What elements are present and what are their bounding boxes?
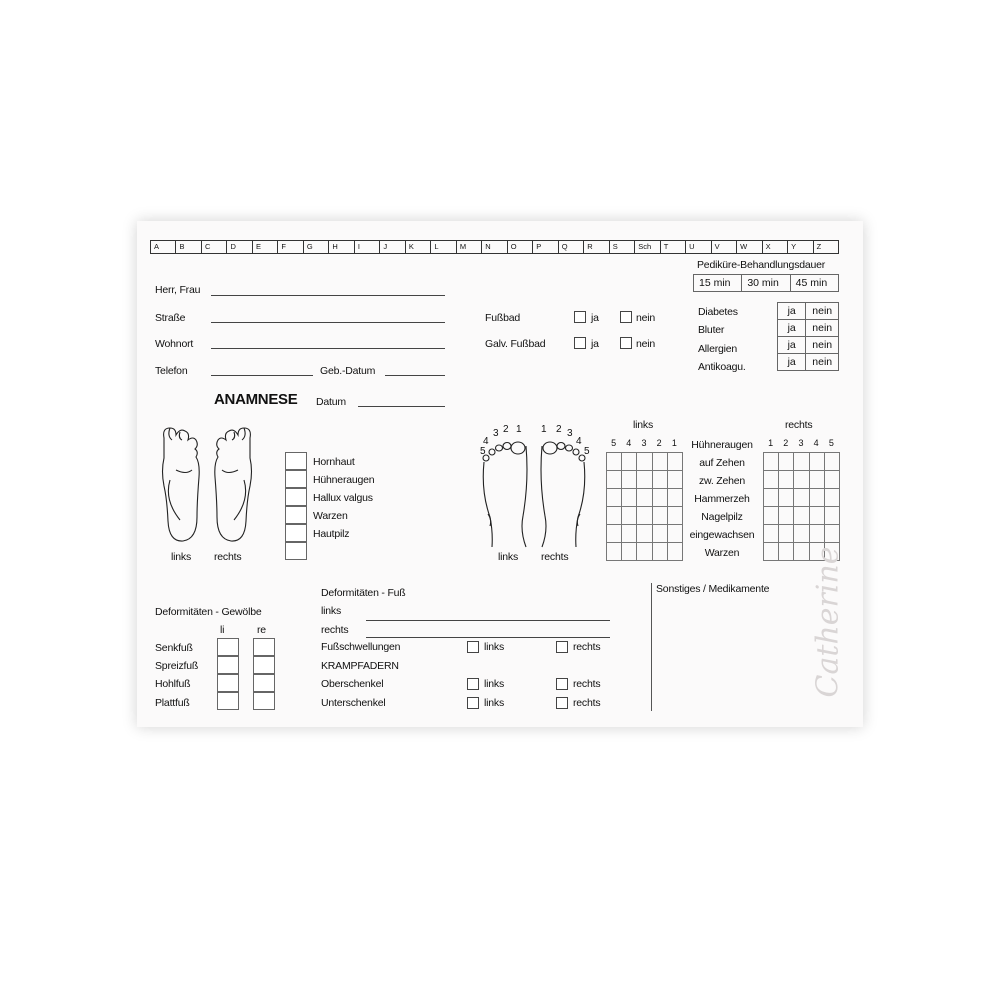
alphabet-letter[interactable]: Q (559, 241, 584, 253)
galv-ja-checkbox[interactable] (574, 337, 586, 349)
anamnese-heading: ANAMNESE (214, 391, 298, 408)
spreizfuss-li-box[interactable] (217, 656, 239, 674)
spreizfuss-re-box[interactable] (253, 656, 275, 674)
toe-num-left-3: 3 (493, 428, 499, 439)
alphabet-letter[interactable]: K (406, 241, 431, 253)
ober-rechts-label: rechts (573, 678, 601, 690)
swelling-rechts-label: rechts (573, 641, 601, 653)
toe-grid-cell[interactable] (607, 525, 622, 543)
toe-grid-cell[interactable] (779, 525, 794, 543)
toe-grid-cell[interactable] (653, 507, 668, 525)
toe-num-right-1: 1 (541, 424, 547, 435)
toe-num-right-4: 4 (576, 436, 582, 447)
toe-grid-cell[interactable] (637, 507, 652, 525)
alphabet-letter[interactable]: W (737, 241, 762, 253)
label-diabetes: Diabetes (698, 306, 738, 318)
left-col-4: 4 (626, 438, 632, 448)
label-plattfuss: Plattfuß (155, 697, 190, 709)
alphabet-index (150, 240, 839, 254)
diabetes-nein[interactable]: nein (806, 303, 839, 320)
label-grid-eingewachsen: eingewachsen (689, 529, 755, 541)
alphabet-letter[interactable]: E (253, 241, 278, 253)
label-grid-auf-zehen: auf Zehen (699, 457, 745, 469)
toe-grid-cell[interactable] (637, 489, 652, 507)
toe-num-left-4: 4 (483, 436, 489, 447)
toe-grid-cell[interactable] (825, 471, 840, 489)
field-geb-datum[interactable] (385, 375, 445, 376)
label-fussbad-ja: ja (591, 312, 599, 324)
toe-num-left-2: 2 (503, 424, 509, 435)
misc-divider (651, 583, 652, 711)
toe-grid-cell[interactable] (794, 471, 809, 489)
alphabet-letter[interactable]: D (227, 241, 252, 253)
label-senkfuss: Senkfuß (155, 642, 193, 654)
alphabet-letter[interactable]: Y (788, 241, 813, 253)
allergien-ja[interactable]: ja (778, 337, 806, 354)
left-col-5: 5 (611, 438, 617, 448)
alphabet-letter[interactable]: H (329, 241, 354, 253)
alphabet-letter[interactable]: R (584, 241, 609, 253)
label-telefon: Telefon (155, 365, 188, 377)
unter-rechts-label: rechts (573, 697, 601, 709)
toe-grid-cell[interactable] (607, 543, 622, 561)
toe-grid-cell[interactable] (825, 507, 840, 525)
arch-col-li: li (220, 624, 225, 636)
duration-15[interactable]: 15 min (694, 275, 742, 292)
alphabet-letter[interactable]: S (610, 241, 635, 253)
toe-grid-cell[interactable] (794, 453, 809, 471)
sole-label-rechts: rechts (214, 551, 242, 563)
duration-title: Pediküre-Behandlungsdauer (697, 259, 826, 271)
toe-grid-cell[interactable] (794, 543, 809, 561)
label-grid-zw-zehen: zw. Zehen (698, 475, 746, 487)
plattfuss-re-box[interactable] (253, 692, 275, 710)
alphabet-letter[interactable]: U (686, 241, 711, 253)
label-allergien: Allergien (698, 343, 738, 355)
toe-grid-cell[interactable] (653, 525, 668, 543)
label-unterschenkel: Unterschenkel (321, 697, 386, 709)
foot-soles-icon (150, 420, 265, 550)
duration-45[interactable]: 45 min (790, 275, 838, 292)
label-spreizfuss: Spreizfuß (155, 660, 199, 672)
label-fussschwellungen: Fußschwellungen (321, 641, 401, 653)
label-galv-nein: nein (636, 338, 656, 350)
label-hautpilz: Hautpilz (313, 528, 350, 540)
toe-grid-cell[interactable] (607, 489, 622, 507)
toe-grid-cell[interactable] (794, 525, 809, 543)
toe-grid-cell[interactable] (764, 507, 779, 525)
left-col-1: 1 (671, 438, 677, 448)
bluter-nein[interactable]: nein (806, 320, 839, 337)
left-col-2: 2 (656, 438, 662, 448)
arch-title: Deformitäten - Gewölbe (155, 606, 262, 618)
unter-links-label: links (484, 697, 505, 709)
alphabet-letter[interactable]: J (380, 241, 405, 253)
toe-grid-cell[interactable] (607, 453, 622, 471)
unter-links-checkbox[interactable] (467, 697, 479, 709)
label-fussbad: Fußbad (485, 312, 520, 324)
alphabet-letter[interactable]: O (508, 241, 533, 253)
antikoagu-nein[interactable]: nein (806, 354, 839, 371)
alphabet-letter[interactable]: X (763, 241, 788, 253)
grid-title-rechts: rechts (785, 419, 813, 431)
toe-grid-cell[interactable] (622, 489, 637, 507)
toe-grid-cell[interactable] (779, 453, 794, 471)
swelling-links-checkbox[interactable] (467, 641, 479, 653)
hohlfuss-li-box[interactable] (217, 674, 239, 692)
toe-grid-cell[interactable] (825, 525, 840, 543)
misc-title: Sonstiges / Medikamente (656, 583, 770, 595)
toe-num-right-3: 3 (567, 428, 573, 439)
toe-grid-cell[interactable] (637, 453, 652, 471)
field-name[interactable] (211, 295, 445, 296)
fussbad-ja-checkbox[interactable] (574, 311, 586, 323)
alphabet-letter[interactable]: C (202, 241, 227, 253)
field-strasse[interactable] (211, 322, 445, 323)
toe-grid-cell[interactable] (825, 453, 840, 471)
alphabet-letter[interactable]: P (533, 241, 558, 253)
label-grid-warzen: Warzen (704, 547, 740, 559)
toe-grid-cell[interactable] (637, 525, 652, 543)
senkfuss-li-box[interactable] (217, 638, 239, 656)
toe-grid-cell[interactable] (653, 489, 668, 507)
toe-grid-cell[interactable] (825, 489, 840, 507)
arch-col-re: re (257, 624, 266, 636)
right-col-2: 2 (783, 438, 789, 448)
toe-grid-cell[interactable] (622, 471, 637, 489)
swelling-links-label: links (484, 641, 505, 653)
swelling-rechts-checkbox[interactable] (556, 641, 568, 653)
deform-rechts-field[interactable] (366, 637, 610, 638)
alphabet-letter[interactable]: A (151, 241, 176, 253)
toe-grid-cell[interactable] (764, 525, 779, 543)
feet-label-links: links (498, 551, 519, 563)
label-grid-nagelpilz: Nagelpilz (701, 511, 743, 523)
left-toe-grid[interactable] (606, 452, 683, 561)
toe-grid-cell[interactable] (764, 489, 779, 507)
label-galv-ja: ja (591, 338, 599, 350)
toe-grid-cell[interactable] (653, 471, 668, 489)
fussbad-nein-checkbox[interactable] (620, 311, 632, 323)
toe-grid-cell[interactable] (810, 489, 825, 507)
right-toe-grid[interactable] (763, 452, 840, 561)
toe-grid-cell[interactable] (668, 453, 683, 471)
hornhaut-box[interactable] (285, 452, 307, 470)
warzen-box[interactable] (285, 506, 307, 524)
bluter-ja[interactable]: ja (778, 320, 806, 337)
field-telefon[interactable] (211, 375, 313, 376)
plattfuss-li-box[interactable] (217, 692, 239, 710)
antikoagu-ja[interactable]: ja (778, 354, 806, 371)
label-fussbad-nein: nein (636, 312, 656, 324)
conditions-table (777, 302, 839, 371)
toe-grid-cell[interactable] (779, 543, 794, 561)
label-strasse: Straße (155, 312, 186, 324)
toe-grid-cell[interactable] (810, 525, 825, 543)
hallux-box[interactable] (285, 488, 307, 506)
label-grid-huehneraugen: Hühneraugen (691, 439, 753, 451)
right-col-4: 4 (813, 438, 819, 448)
label-geb-datum: Geb.-Datum (320, 365, 376, 377)
toe-num-left-5: 5 (480, 446, 486, 457)
grid-title-links: links (633, 419, 654, 431)
deform-links-field[interactable] (366, 620, 610, 621)
hautpilz-box[interactable] (285, 524, 307, 542)
toe-grid-cell[interactable] (637, 471, 652, 489)
alphabet-letter[interactable]: L (431, 241, 456, 253)
deform-foot-title: Deformitäten - Fuß (321, 587, 406, 599)
label-krampfadern: KRAMPFADERN (321, 660, 399, 672)
toe-grid-cell[interactable] (653, 453, 668, 471)
toe-grid-cell[interactable] (810, 507, 825, 525)
toe-grid-cell[interactable] (637, 543, 652, 561)
toe-grid-cell[interactable] (668, 471, 683, 489)
toe-grid-cell[interactable] (764, 471, 779, 489)
left-col-3: 3 (641, 438, 647, 448)
label-huehneraugen: Hühneraugen (313, 474, 375, 486)
duration-30[interactable]: 30 min (742, 275, 790, 292)
toe-grid-cell[interactable] (622, 507, 637, 525)
toe-grid-cell[interactable] (607, 471, 622, 489)
galv-nein-checkbox[interactable] (620, 337, 632, 349)
alphabet-letter[interactable]: F (278, 241, 303, 253)
toe-grid-cell[interactable] (668, 525, 683, 543)
ober-links-label: links (484, 678, 505, 690)
ober-links-checkbox[interactable] (467, 678, 479, 690)
alphabet-letter[interactable]: B (176, 241, 201, 253)
left-grid-numbers (606, 438, 682, 448)
field-datum[interactable] (358, 406, 445, 407)
signature-watermark: Catherine (810, 546, 846, 698)
toe-num-right-5: 5 (584, 446, 590, 457)
label-warzen: Warzen (313, 510, 348, 522)
hohlfuss-re-box[interactable] (253, 674, 275, 692)
label-herr-frau: Herr, Frau (155, 284, 201, 296)
toe-grid-cell[interactable] (622, 453, 637, 471)
alphabet-letter[interactable]: Z (816, 242, 822, 251)
label-oberschenkel: Oberschenkel (321, 678, 384, 690)
toe-num-left-1: 1 (516, 424, 522, 435)
toe-grid-cell[interactable] (779, 489, 794, 507)
toe-grid-cell[interactable] (810, 453, 825, 471)
label-antikoagu: Antikoagu. (698, 361, 746, 373)
field-wohnort[interactable] (211, 348, 445, 349)
toe-grid-cell[interactable] (668, 489, 683, 507)
senkfuss-re-box[interactable] (253, 638, 275, 656)
toe-grid-cell[interactable] (764, 453, 779, 471)
right-col-1: 1 (768, 438, 774, 448)
toe-grid-cell[interactable] (764, 543, 779, 561)
deform-label-rechts: rechts (321, 624, 349, 636)
alphabet-letter[interactable]: G (304, 241, 329, 253)
alphabet-letter[interactable]: M (457, 241, 482, 253)
duration-table (693, 274, 839, 292)
label-datum: Datum (316, 396, 346, 408)
label-hornhaut: Hornhaut (313, 456, 355, 468)
toe-grid-cell[interactable] (794, 507, 809, 525)
toe-grid-labels (684, 436, 760, 562)
toe-grid-cell[interactable] (779, 507, 794, 525)
label-galv-fussbad: Galv. Fußbad (485, 338, 546, 350)
misc-notes-area[interactable] (656, 600, 796, 708)
toe-grid-cell[interactable] (668, 507, 683, 525)
sole-label-links: links (171, 551, 192, 563)
right-col-3: 3 (798, 438, 804, 448)
label-grid-hammerzeh: Hammerzeh (694, 493, 750, 505)
toe-grid-cell[interactable] (653, 543, 668, 561)
label-wohnort: Wohnort (155, 338, 194, 350)
extra-box[interactable] (285, 542, 307, 560)
right-grid-numbers (763, 438, 839, 448)
right-col-5: 5 (828, 438, 834, 448)
alphabet-letter[interactable]: N (482, 241, 507, 253)
deform-label-links: links (321, 605, 342, 617)
diabetes-ja[interactable]: ja (778, 303, 806, 320)
alphabet-letter[interactable]: Sch (635, 241, 660, 253)
ober-rechts-checkbox[interactable] (556, 678, 568, 690)
toe-grid-cell[interactable] (668, 543, 683, 561)
alphabet-letter[interactable]: V (712, 241, 737, 253)
label-bluter: Bluter (698, 324, 725, 336)
allergien-nein[interactable]: nein (806, 337, 839, 354)
toe-grid-cell[interactable] (622, 525, 637, 543)
alphabet-letter[interactable]: T (661, 241, 686, 253)
toe-grid-cell[interactable] (607, 507, 622, 525)
toe-num-right-2: 2 (556, 424, 562, 435)
feet-label-rechts: rechts (541, 551, 569, 563)
toe-grid-cell[interactable] (794, 489, 809, 507)
toe-grid-cell[interactable] (622, 543, 637, 561)
label-hohlfuss: Hohlfuß (155, 678, 191, 690)
alphabet-letter[interactable]: I (355, 241, 380, 253)
toe-grid-cell[interactable] (779, 471, 794, 489)
huehneraugen-box[interactable] (285, 470, 307, 488)
toe-grid-cell[interactable] (810, 471, 825, 489)
unter-rechts-checkbox[interactable] (556, 697, 568, 709)
label-hallux: Hallux valgus (313, 492, 373, 504)
